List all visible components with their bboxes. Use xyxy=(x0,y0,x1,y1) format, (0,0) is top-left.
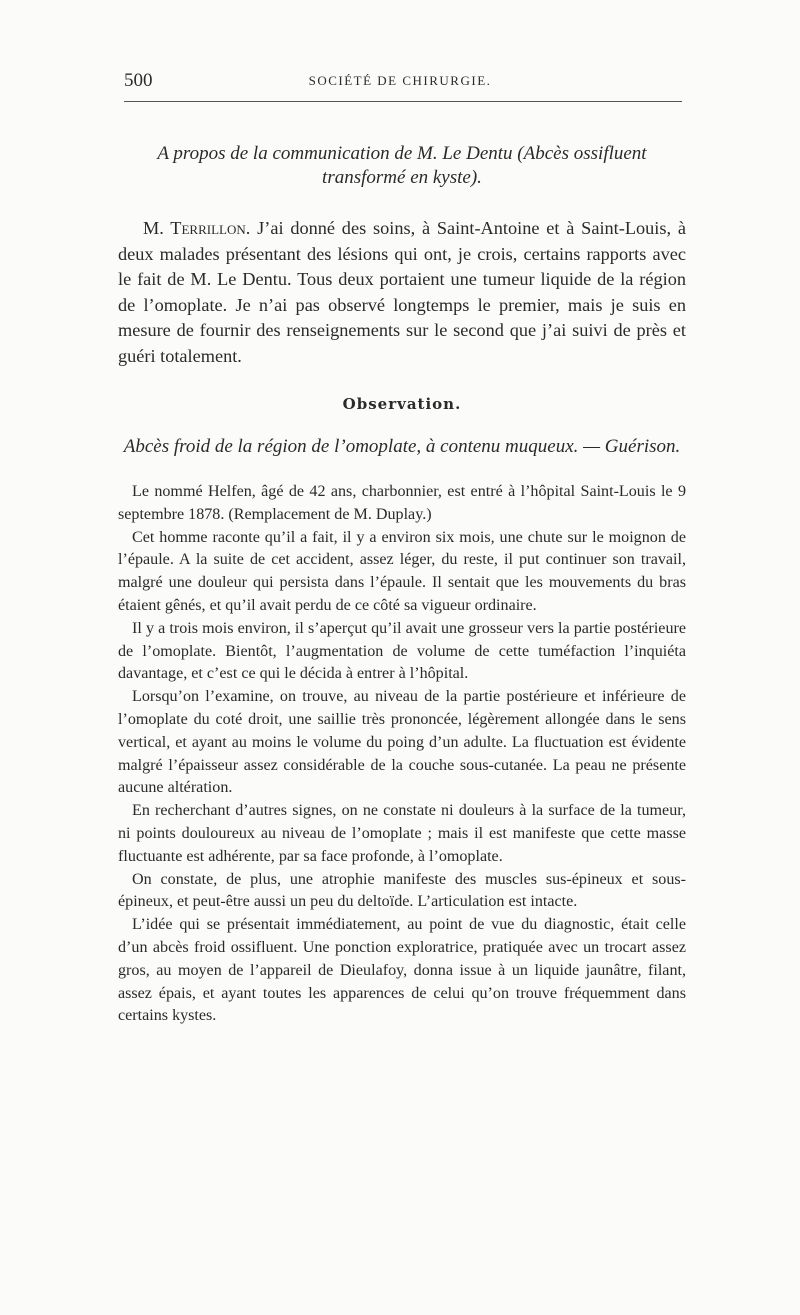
speaker-name: M. Terrillon. xyxy=(143,218,251,238)
intro-paragraph xyxy=(118,216,686,369)
observation-heading: Observation. xyxy=(342,395,462,413)
case-title: Abcès froid de la région de l’omoplate, à contenu muqueux. — Guérison. xyxy=(123,436,681,457)
case-paragraph: Cet homme raconte qu’il a fait, il y a environ six mois, une chute sur le moignon de l’épaule. A la suite de cet accident, assez léger, du reste, il put continuer son travail, malgré une douleur qui persista dans l’épaule. Il sentait que les mouvements du bras étaient gênés, et qu’il avait perdu de ce côté sa vigueur ordinaire. xyxy=(118,528,686,614)
page-body xyxy=(118,142,686,1028)
case-paragraph: Il y a trois mois environ, il s’aperçut qu’il avait une grosseur vers la partie postérieure de l’omoplate. Bientôt, l’augmentation de volume de cette tuméfaction l’inquiéta davantage, et c’est ce qui le décida à entrer à l’hôpital. xyxy=(118,619,686,683)
case-paragraph: On constate, de plus, une atrophie manifeste des muscles sus-épineux et sous-épineux, et peut-être aussi un peu du deltoïde. L’articulation est intacte. xyxy=(118,870,686,911)
page-header xyxy=(120,70,680,94)
case-paragraph: L’idée qui se présentait immédiatement, au point de vue du diagnostic, était celle d’un abcès froid ossifluent. Une ponction exploratrice, pratiquée avec un trocart assez gros, au moyen de l’appareil de Dieulafoy, donna issue à un liquide jaunâtre, filant, assez épais, et ayant toutes les apparences de celui qu’on trouve fréquemment dans certains kystes. xyxy=(118,916,686,1025)
header-rule xyxy=(124,101,682,102)
intro-text: J’ai donné des soins, à Saint-Antoine et à Saint-Louis, à deux malades présentant des lésions qui ont, je crois, certains rapports avec le fait de M. Le Dentu. Tous deux portaient une tumeur liquide de la région de l’omoplate. Je n’ai pas observé longtemps le premier, mais je suis en mesure de fournir des renseignements sur le second que j’ai suivi de près et guéri totalement. xyxy=(118,218,686,366)
section-title: A propos de la communication de M. Le Dentu (Abcès ossifluent transformé en kyste). xyxy=(157,143,647,188)
case-paragraph: En recherchant d’autres signes, on ne constate ni douleurs à la surface de la tumeur, ni points douloureux au niveau de l’omoplate ; mais il est manifeste que cette masse fluctuante est adhérente, par sa face profonde, à l’omoplate. xyxy=(118,802,686,865)
page-number: 500 xyxy=(124,70,153,91)
case-paragraph: Le nommé Helfen, âgé de 42 ans, charbonnier, est entré à l’hôpital Saint-Louis le 9 septembre 1878. (Remplacement de M. Duplay.) xyxy=(118,483,686,523)
running-head: SOCIÉTÉ DE CHIRURGIE. xyxy=(308,73,492,88)
case-paragraph: Lorsqu’on l’examine, on trouve, au niveau de la partie postérieure et inférieure de l’omoplate du coté droit, une saillie très prononcée, légèrement allongée dans le sens vertical, et ayant au moins le volume du poing d’un adulte. La fluctuation est évidente malgré l’épaisseur assez considérable de la couche sous-cutanée. La peau ne présente aucune altération. xyxy=(118,688,686,797)
